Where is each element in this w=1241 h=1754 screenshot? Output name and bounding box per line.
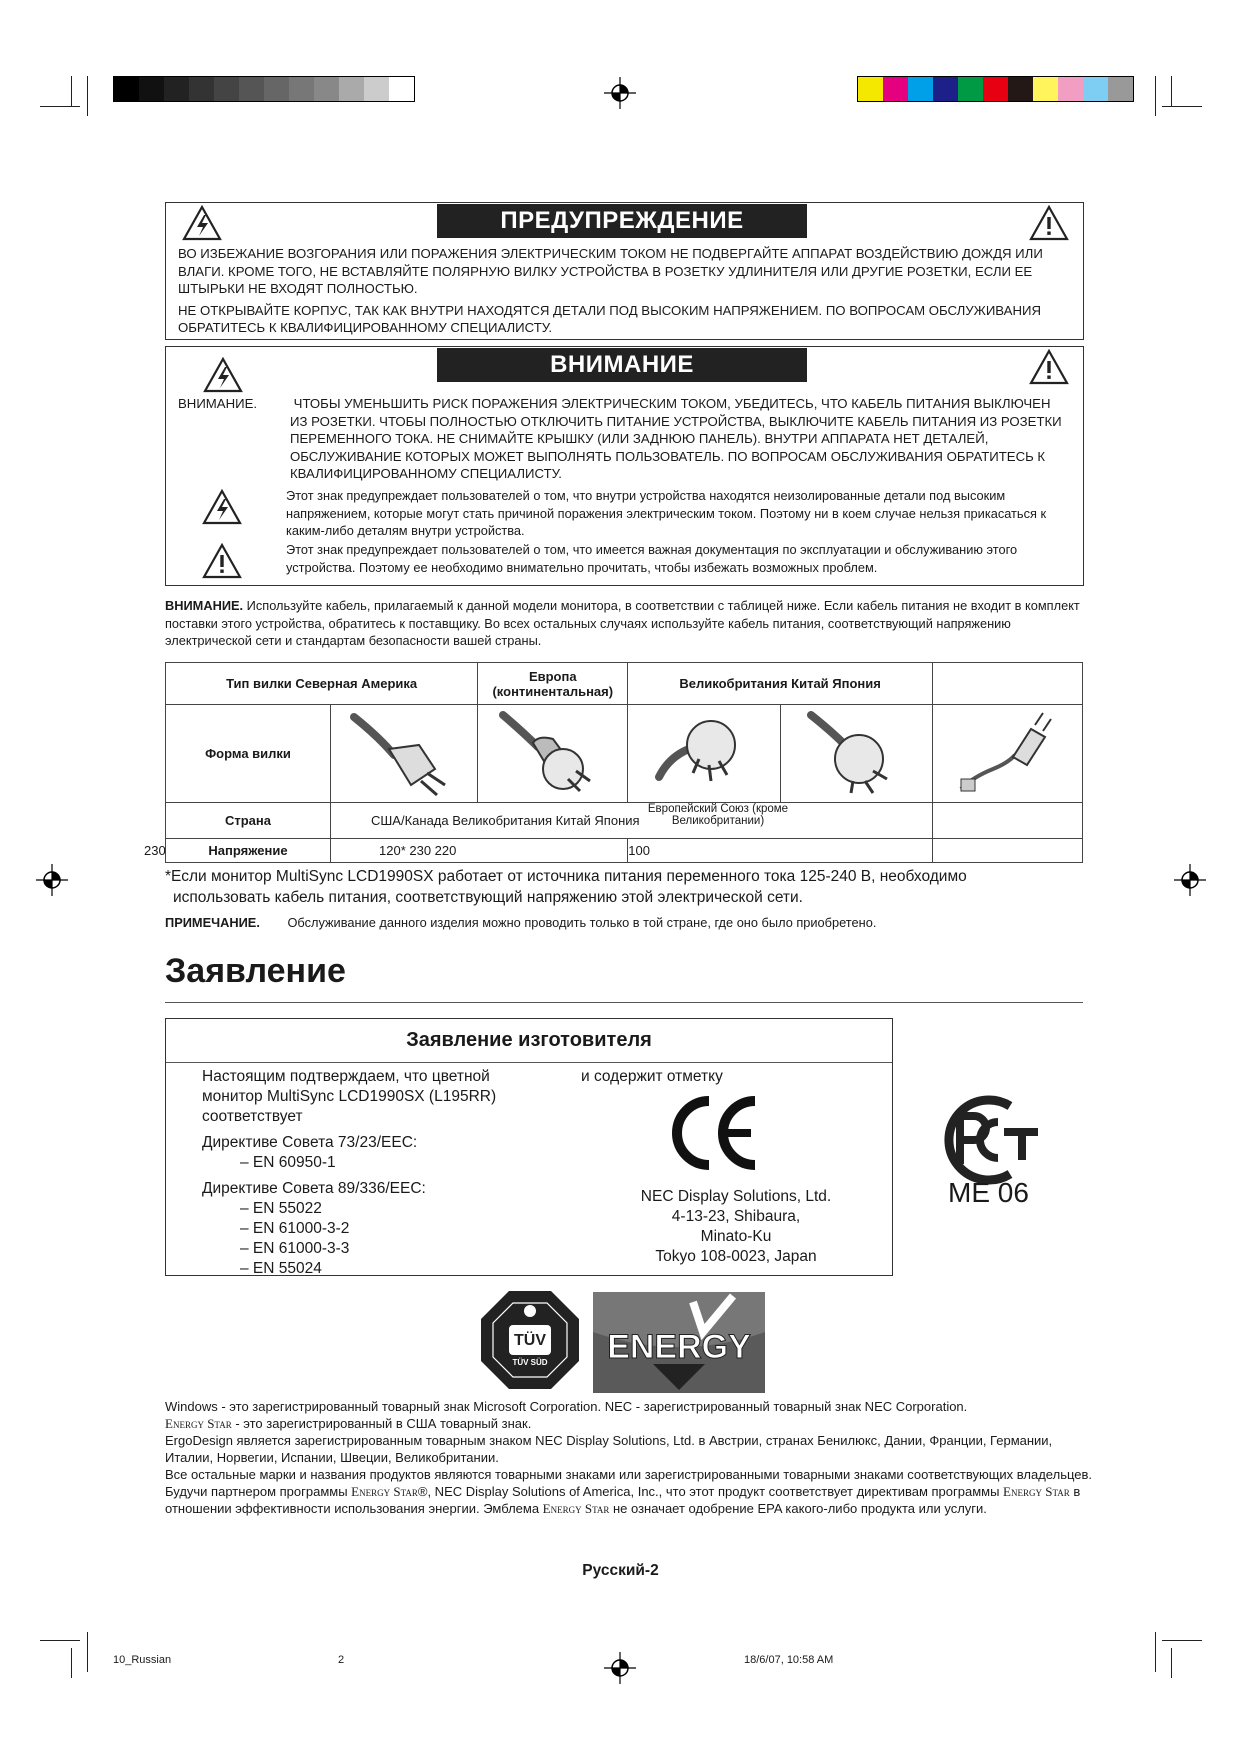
country-europe: Европейский Союз (кроме Великобритании) <box>647 803 789 827</box>
warning-title: ПРЕДУПРЕЖДЕНИЕ <box>437 204 807 238</box>
voltage-japan: 100 <box>628 839 933 863</box>
note-text: Обслуживание данного изделия можно проводить только в той стране, где оно было приобретено. <box>287 915 877 930</box>
plug-image-europe <box>478 705 628 803</box>
ce-mark-icon <box>671 1095 761 1171</box>
lightning-triangle-icon <box>182 205 222 241</box>
legal-line: - это зарегистрированный в США товарный знак. <box>231 1416 532 1431</box>
crop-mark <box>1155 1632 1156 1672</box>
plug-image-north-america <box>331 705 478 803</box>
caution-text: ЧТОБЫ УМЕНЬШИТЬ РИСК ПОРАЖЕНИЯ ЭЛЕКТРИЧЕСКИМ ТОКОМ, УБЕДИТЕСЬ, ЧТО КАБЕЛЬ ПИТАНИЯ ВЫКЛЮЧЕН ИЗ РОЗЕТКИ. ЧТОБЫ ПОЛНОСТЬЮ ОТКЛЮЧИТЬ ПИТАНИЕ УСТРОЙСТВА, ВЫКЛЮЧИТЕ КАБЕЛЬ ПИТАНИЯ ИЗ РОЗЕТКИ ПЕРЕМЕННОГО ТОКА. НЕ СНИМАЙТЕ КРЫШКУ (ИЛИ ЗАДНЮЮ ПАНЕЛЬ). ВНУТРИ АППАРАТА НЕТ ДЕТАЛЕЙ, ОБСЛУЖИВАНИЕ КОТОРЫХ МОЖЕТ ВЫПОЛНЯТЬ ПОЛЬЗОВАТЕЛЬ. ПО ВОПРОСАМ ОБСЛУЖИВАНИЯ ОБРАТИТЕСЬ К КВАЛИФИЦИРОВАННОМУ СПЕЦИАЛИСТУ. <box>290 396 1062 481</box>
crop-mark <box>1171 1648 1172 1678</box>
footnote-line: *Если монитор MultiSync LCD1990SX работает от источника питания переменного тока 125-240 В, необходимо <box>165 868 967 885</box>
standard: – EN 60950-1 <box>240 1154 336 1171</box>
plug-image-japan <box>933 705 1083 803</box>
registration-mark-icon <box>604 1652 636 1684</box>
energy-star-logo-icon <box>593 1292 765 1393</box>
exclamation-triangle-icon <box>202 543 242 579</box>
plug-uk-icon <box>649 707 759 797</box>
warning-paragraph: НЕ ОТКРЫВАЙТЕ КОРПУС, ТАК КАК ВНУТРИ НАХОДЯТСЯ ДЕТАЛИ ПОД ВЫСОКИМ НАПРЯЖЕНИЕМ. ПО ВОПРОСАМ ОБСЛУЖИВАНИЯ ОБРАТИТЕСЬ К КВАЛИФИЦИРОВАННОМУ СПЕЦИАЛИСТУ. <box>178 302 1041 335</box>
lightning-symbol-description: Этот знак предупреждает пользователей о том, что внутри устройства находятся неизолированные детали под высоким напряжением, которые могут стать причиной поражения электрическим током. Поэтому ни в коем случае нельзя прикасаться к каким-либо деталям внутри устройства. <box>286 488 1047 538</box>
standard: – EN 61000-3-2 <box>240 1220 350 1237</box>
note-label: ПРИМЕЧАНИЕ. <box>165 915 260 930</box>
tuv-label: TÜV SÜD <box>512 1358 548 1367</box>
section-divider <box>165 1002 1083 1003</box>
energy-star-mark: Energy Star <box>1003 1484 1070 1499</box>
registration-mark-icon <box>604 77 636 109</box>
exclamation-triangle-icon <box>1029 205 1069 241</box>
plug-jp-icon <box>953 707 1063 797</box>
plug-table-header-rest: Великобритания Китай Япония <box>628 663 933 705</box>
cable-note-label: ВНИМАНИЕ. <box>165 598 244 613</box>
plug-image-uk <box>628 705 780 803</box>
cable-note <box>165 597 1085 650</box>
plug-table-header-europe: Европа (континентальная) <box>478 663 628 705</box>
energy-star-mark: Energy Star <box>165 1416 232 1431</box>
slug-timestamp: 18/6/07, 10:58 AM <box>744 1654 834 1666</box>
plug-image-china <box>780 705 932 803</box>
country-values: США/Канада Великобритания Китай Япония <box>371 813 640 828</box>
crop-mark <box>1171 76 1172 106</box>
cable-note-text: Используйте кабель, прилагаемый к данной модели монитора, в соответствии с таблицей ниже. Если кабель питания не входит в комплект поставки этого устройства, обратитесь к поставщику. Во всех остальных случаях используйте кабель питания, соответствующий напряжению электрической сети и стандартам безопасности вашей страны. <box>165 598 1080 648</box>
voltage-side-value: 230 <box>144 843 166 858</box>
slug-page: 2 <box>338 1654 345 1666</box>
declaration-line: соответствует <box>202 1108 303 1125</box>
declaration-title: Заявление изготовителя <box>406 1029 652 1051</box>
country-label: Страна <box>166 803 331 839</box>
declaration-mark-text: и содержит отметку <box>581 1068 723 1085</box>
plug-table <box>144 662 1083 863</box>
color-bar <box>857 76 1134 102</box>
directive: Директиве Совета 73/23/EEC: <box>202 1134 418 1151</box>
energy-star-mark: Energy Star <box>542 1501 610 1516</box>
legal-line: Все остальные марки и названия продуктов являются товарными знаками или зарегистрированными товарными знаками соответствующих владельцев. <box>165 1467 1093 1482</box>
address-line: Tokyo 108-0023, Japan <box>655 1248 817 1265</box>
standard: – EN 61000-3-3 <box>240 1240 350 1257</box>
address-line: NEC Display Solutions, Ltd. <box>640 1188 832 1205</box>
warning-box <box>165 202 1084 340</box>
legal-line: не означает одобрение EPA какого-либо продукта или услуги. <box>609 1501 987 1516</box>
energy-label: ENERGY <box>607 1328 751 1366</box>
slug-filename: 10_Russian <box>113 1654 172 1666</box>
crop-mark <box>87 1632 88 1672</box>
plug-shape-label: Форма вилки <box>166 705 331 803</box>
plug-cn-icon <box>801 707 911 797</box>
voltage-label: Напряжение <box>208 843 288 858</box>
grayscale-bar <box>113 76 415 102</box>
crop-mark <box>71 76 72 106</box>
legal-line: Будучи партнером программы <box>165 1484 352 1499</box>
plug-table-header: Тип вилки Северная Америка <box>166 663 478 705</box>
pct-certification-icon <box>932 1092 1044 1186</box>
pct-code: ME 06 <box>948 1177 1029 1208</box>
crop-mark <box>40 106 80 107</box>
declaration-left <box>202 1067 542 1279</box>
registration-mark-icon <box>36 864 68 896</box>
svg-text:TÜV: TÜV <box>514 1332 546 1349</box>
standard: – EN 55024 <box>240 1260 322 1277</box>
plug-us-icon <box>349 707 459 797</box>
address-line: 4-13-23, Shibaura, <box>671 1208 801 1225</box>
legal-line: в отношении эффективности использования энергии. Эмблема <box>165 1484 1081 1516</box>
manufacturer-declaration <box>165 1018 893 1276</box>
crop-mark <box>71 1648 72 1678</box>
tuv-sud-logo-icon <box>479 1289 581 1391</box>
plug-eu-icon <box>498 707 608 797</box>
crop-mark <box>87 76 88 116</box>
declaration-line: Настоящим подтверждаем, что цветной <box>202 1068 490 1085</box>
exclamation-symbol-description: Этот знак предупреждает пользователей о том, что имеется важная документация по эксплуатации и обслуживанию этого устройства. Поэтому ее необходимо внимательно прочитать, чтобы избежать возможных проблем. <box>286 542 1018 575</box>
registration-mark-icon <box>1174 864 1206 896</box>
caution-box <box>165 346 1084 586</box>
declaration-line: монитор MultiSync LCD1990SX (L195RR) <box>202 1088 497 1105</box>
legal-notes <box>165 1398 1095 1517</box>
warning-paragraph: ВО ИЗБЕЖАНИЕ ВОЗГОРАНИЯ ИЛИ ПОРАЖЕНИЯ ЭЛЕКТРИЧЕСКИМ ТОКОМ НЕ ПОДВЕРГАЙТЕ АППАРАТ ВОЗДЕЙСТВИЮ ДОЖДЯ ИЛИ ВЛАГИ. КРОМЕ ТОГО, НЕ ВСТАВЛЯЙТЕ ПОЛЯРНУЮ ВИЛКУ УСТРОЙСТВА В РОЗЕТКУ УДЛИНИТЕЛЯ ИЛИ ДРУГИЕ РОЗЕТКИ, ЕСЛИ ЕЕ ШТЫРЬКИ НЕ ВХОДЯТ ПОЛНОСТЬЮ. <box>178 246 1043 296</box>
page-number: Русский-2 <box>582 1562 659 1579</box>
section-title: Заявление <box>165 952 346 990</box>
caution-title: ВНИМАНИЕ <box>437 348 807 382</box>
energy-star-mark: Energy Star <box>351 1484 418 1499</box>
crop-mark <box>1155 76 1156 116</box>
manufacturer-address <box>606 1187 866 1267</box>
address-line: Minato-Ku <box>700 1228 772 1245</box>
legal-line: Windows - это зарегистрированный товарный знак Microsoft Corporation. NEC - зарегистрированный товарный знак NEC Corporation. <box>165 1399 968 1414</box>
caution-label: ВНИМАНИЕ. <box>178 396 258 411</box>
directive: Директиве Совета 89/336/EEC: <box>202 1180 426 1197</box>
crop-mark <box>1162 106 1202 107</box>
legal-line: ErgoDesign является зарегистрированным товарным знаком NEC Display Solutions, Ltd. в Австрии, странах Бенилюкс, Дании, Франции, Германии, Италии, Норвегии, Испании, Швеции, Великобритании. <box>165 1433 1053 1465</box>
crop-mark <box>1162 1640 1202 1641</box>
lightning-triangle-icon <box>203 357 243 393</box>
standard: – EN 55022 <box>240 1200 322 1217</box>
lightning-triangle-icon <box>202 489 242 525</box>
legal-line: ®, NEC Display Solutions of America, Inc., что этот продукт соответствует директивам программы <box>417 1484 1004 1499</box>
exclamation-triangle-icon <box>1029 349 1069 385</box>
note <box>165 914 1085 932</box>
crop-mark <box>40 1640 80 1641</box>
footnote-line: использовать кабель питания, соответствующий напряжению этой электрической сети. <box>173 889 803 906</box>
declaration-divider <box>166 1062 892 1063</box>
voltage-values: 120* 230 220 <box>331 839 628 863</box>
